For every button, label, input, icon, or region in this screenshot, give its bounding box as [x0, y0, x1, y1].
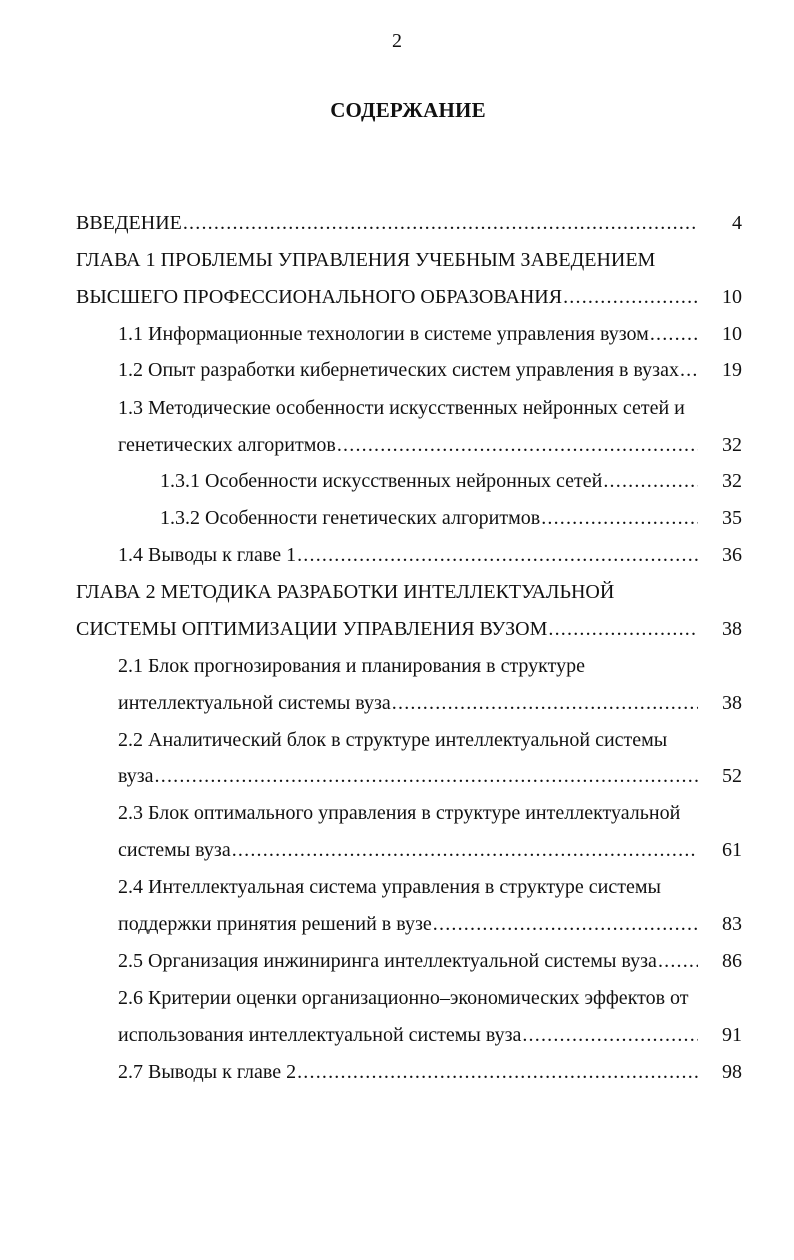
- leader-dots: [232, 835, 698, 865]
- leader-dots: [603, 466, 698, 496]
- toc-page-number: 38: [722, 618, 742, 640]
- leader-dots: [297, 1057, 698, 1087]
- toc-entry-text: СИСТЕМЫ ОПТИМИЗАЦИИ УПРАВЛЕНИЯ ВУЗОМ: [76, 618, 548, 640]
- toc-entry-text: 2.7 Выводы к главе 2: [118, 1061, 297, 1083]
- toc-section-2-4-line1: 2.4 Интеллектуальная система управления в структуре системы: [118, 876, 661, 898]
- toc-entry-text: 1.3.1 Особенности искусственных нейронных сетей: [160, 470, 603, 492]
- toc-entry-2-6[interactable]: [118, 1020, 698, 1050]
- toc-entry-text: ВВЕДЕНИЕ: [76, 212, 182, 234]
- toc-entry-text: 1.4 Выводы к главе 1: [118, 544, 297, 566]
- toc-entry-text: 2.5 Организация инжиниринга интеллектуальной системы вуза: [118, 950, 657, 972]
- toc-entry-chapter-2[interactable]: [76, 614, 698, 644]
- toc-section-1-3-line1: 1.3 Методические особенности искусственных нейронных сетей и: [118, 397, 685, 419]
- page-title: СОДЕРЖАНИЕ: [330, 98, 486, 122]
- toc-entry-text: интеллектуальной системы вуза: [118, 692, 391, 714]
- toc-page-number: 32: [722, 434, 742, 456]
- toc-chapter-2-line1: ГЛАВА 2 МЕТОДИКА РАЗРАБОТКИ ИНТЕЛЛЕКТУАЛЬНОЙ: [76, 581, 615, 603]
- toc-page-number: 35: [722, 507, 742, 529]
- leader-dots: [650, 319, 698, 349]
- leader-dots: [433, 909, 698, 939]
- toc-page-number: 38: [722, 692, 742, 714]
- toc-entry-text: ВЫСШЕГО ПРОФЕССИОНАЛЬНОГО ОБРАЗОВАНИЯ: [76, 286, 563, 308]
- page-number: 2: [392, 30, 402, 52]
- toc-page-number: 86: [722, 950, 742, 972]
- leader-dots: [337, 430, 698, 460]
- toc-entry-2-4[interactable]: [118, 909, 698, 939]
- toc-entry-1-1[interactable]: [118, 319, 698, 349]
- toc-section-2-1-line1: 2.1 Блок прогнозирования и планирования в структуре: [118, 655, 585, 677]
- toc-entry-text: генетических алгоритмов: [118, 434, 336, 456]
- leader-dots: [541, 503, 698, 533]
- toc-entry-1-3-1[interactable]: [160, 466, 698, 496]
- toc-page-number: 36: [722, 544, 742, 566]
- toc-entry-2-1[interactable]: [118, 688, 698, 718]
- toc-page-number: 10: [722, 323, 742, 345]
- toc-entry-intro[interactable]: [76, 208, 698, 238]
- leader-dots: [297, 540, 698, 570]
- toc-page-number: 98: [722, 1061, 742, 1083]
- leader-dots: [680, 355, 698, 385]
- toc-entry-1-2[interactable]: [118, 355, 698, 385]
- leader-dots: [563, 282, 698, 312]
- toc-section-2-2-line1: 2.2 Аналитический блок в структуре интеллектуальной системы: [118, 729, 668, 751]
- toc-entry-text: 1.3.2 Особенности генетических алгоритмов: [160, 507, 541, 529]
- leader-dots: [392, 688, 698, 718]
- toc-entry-1-4[interactable]: [118, 540, 698, 570]
- leader-dots: [548, 614, 698, 644]
- toc-entry-text: поддержки принятия решений в вузе: [118, 913, 432, 935]
- toc-page-number: 19: [722, 359, 742, 381]
- toc-entry-2-2[interactable]: [118, 761, 698, 791]
- toc-entry-chapter-1[interactable]: [76, 282, 698, 312]
- toc-page-number: 91: [722, 1024, 742, 1046]
- leader-dots: [658, 946, 698, 976]
- toc-entry-2-3[interactable]: [118, 835, 698, 865]
- leader-dots: [155, 761, 698, 791]
- toc-page-number: 10: [722, 286, 742, 308]
- toc-section-2-6-line1: 2.6 Критерии оценки организационно–экономических эффектов от: [118, 987, 689, 1009]
- leader-dots: [183, 208, 698, 238]
- toc-entry-text: 1.2 Опыт разработки кибернетических систем управления в вузах: [118, 359, 679, 381]
- toc-page-number: 61: [722, 839, 742, 861]
- toc-entry-1-3-2[interactable]: [160, 503, 698, 533]
- toc-entry-1-3[interactable]: [118, 430, 698, 460]
- toc-entry-text: 1.1 Информационные технологии в системе управления вузом: [118, 323, 649, 345]
- toc-page-number: 83: [722, 913, 742, 935]
- toc-entry-2-5[interactable]: [118, 946, 698, 976]
- toc-entry-text: системы вуза: [118, 839, 231, 861]
- toc-page-number: 52: [722, 765, 742, 787]
- toc-entry-text: использования интеллектуальной системы вуза: [118, 1024, 522, 1046]
- toc-page-number: 32: [722, 470, 742, 492]
- toc-page-number: 4: [732, 212, 742, 234]
- toc-chapter-1-line1: ГЛАВА 1 ПРОБЛЕМЫ УПРАВЛЕНИЯ УЧЕБНЫМ ЗАВЕДЕНИЕМ: [76, 249, 656, 271]
- toc-section-2-3-line1: 2.3 Блок оптимального управления в структуре интеллектуальной: [118, 802, 681, 824]
- toc-entry-2-7[interactable]: [118, 1057, 698, 1087]
- toc-entry-text: вуза: [118, 765, 154, 787]
- leader-dots: [522, 1020, 698, 1050]
